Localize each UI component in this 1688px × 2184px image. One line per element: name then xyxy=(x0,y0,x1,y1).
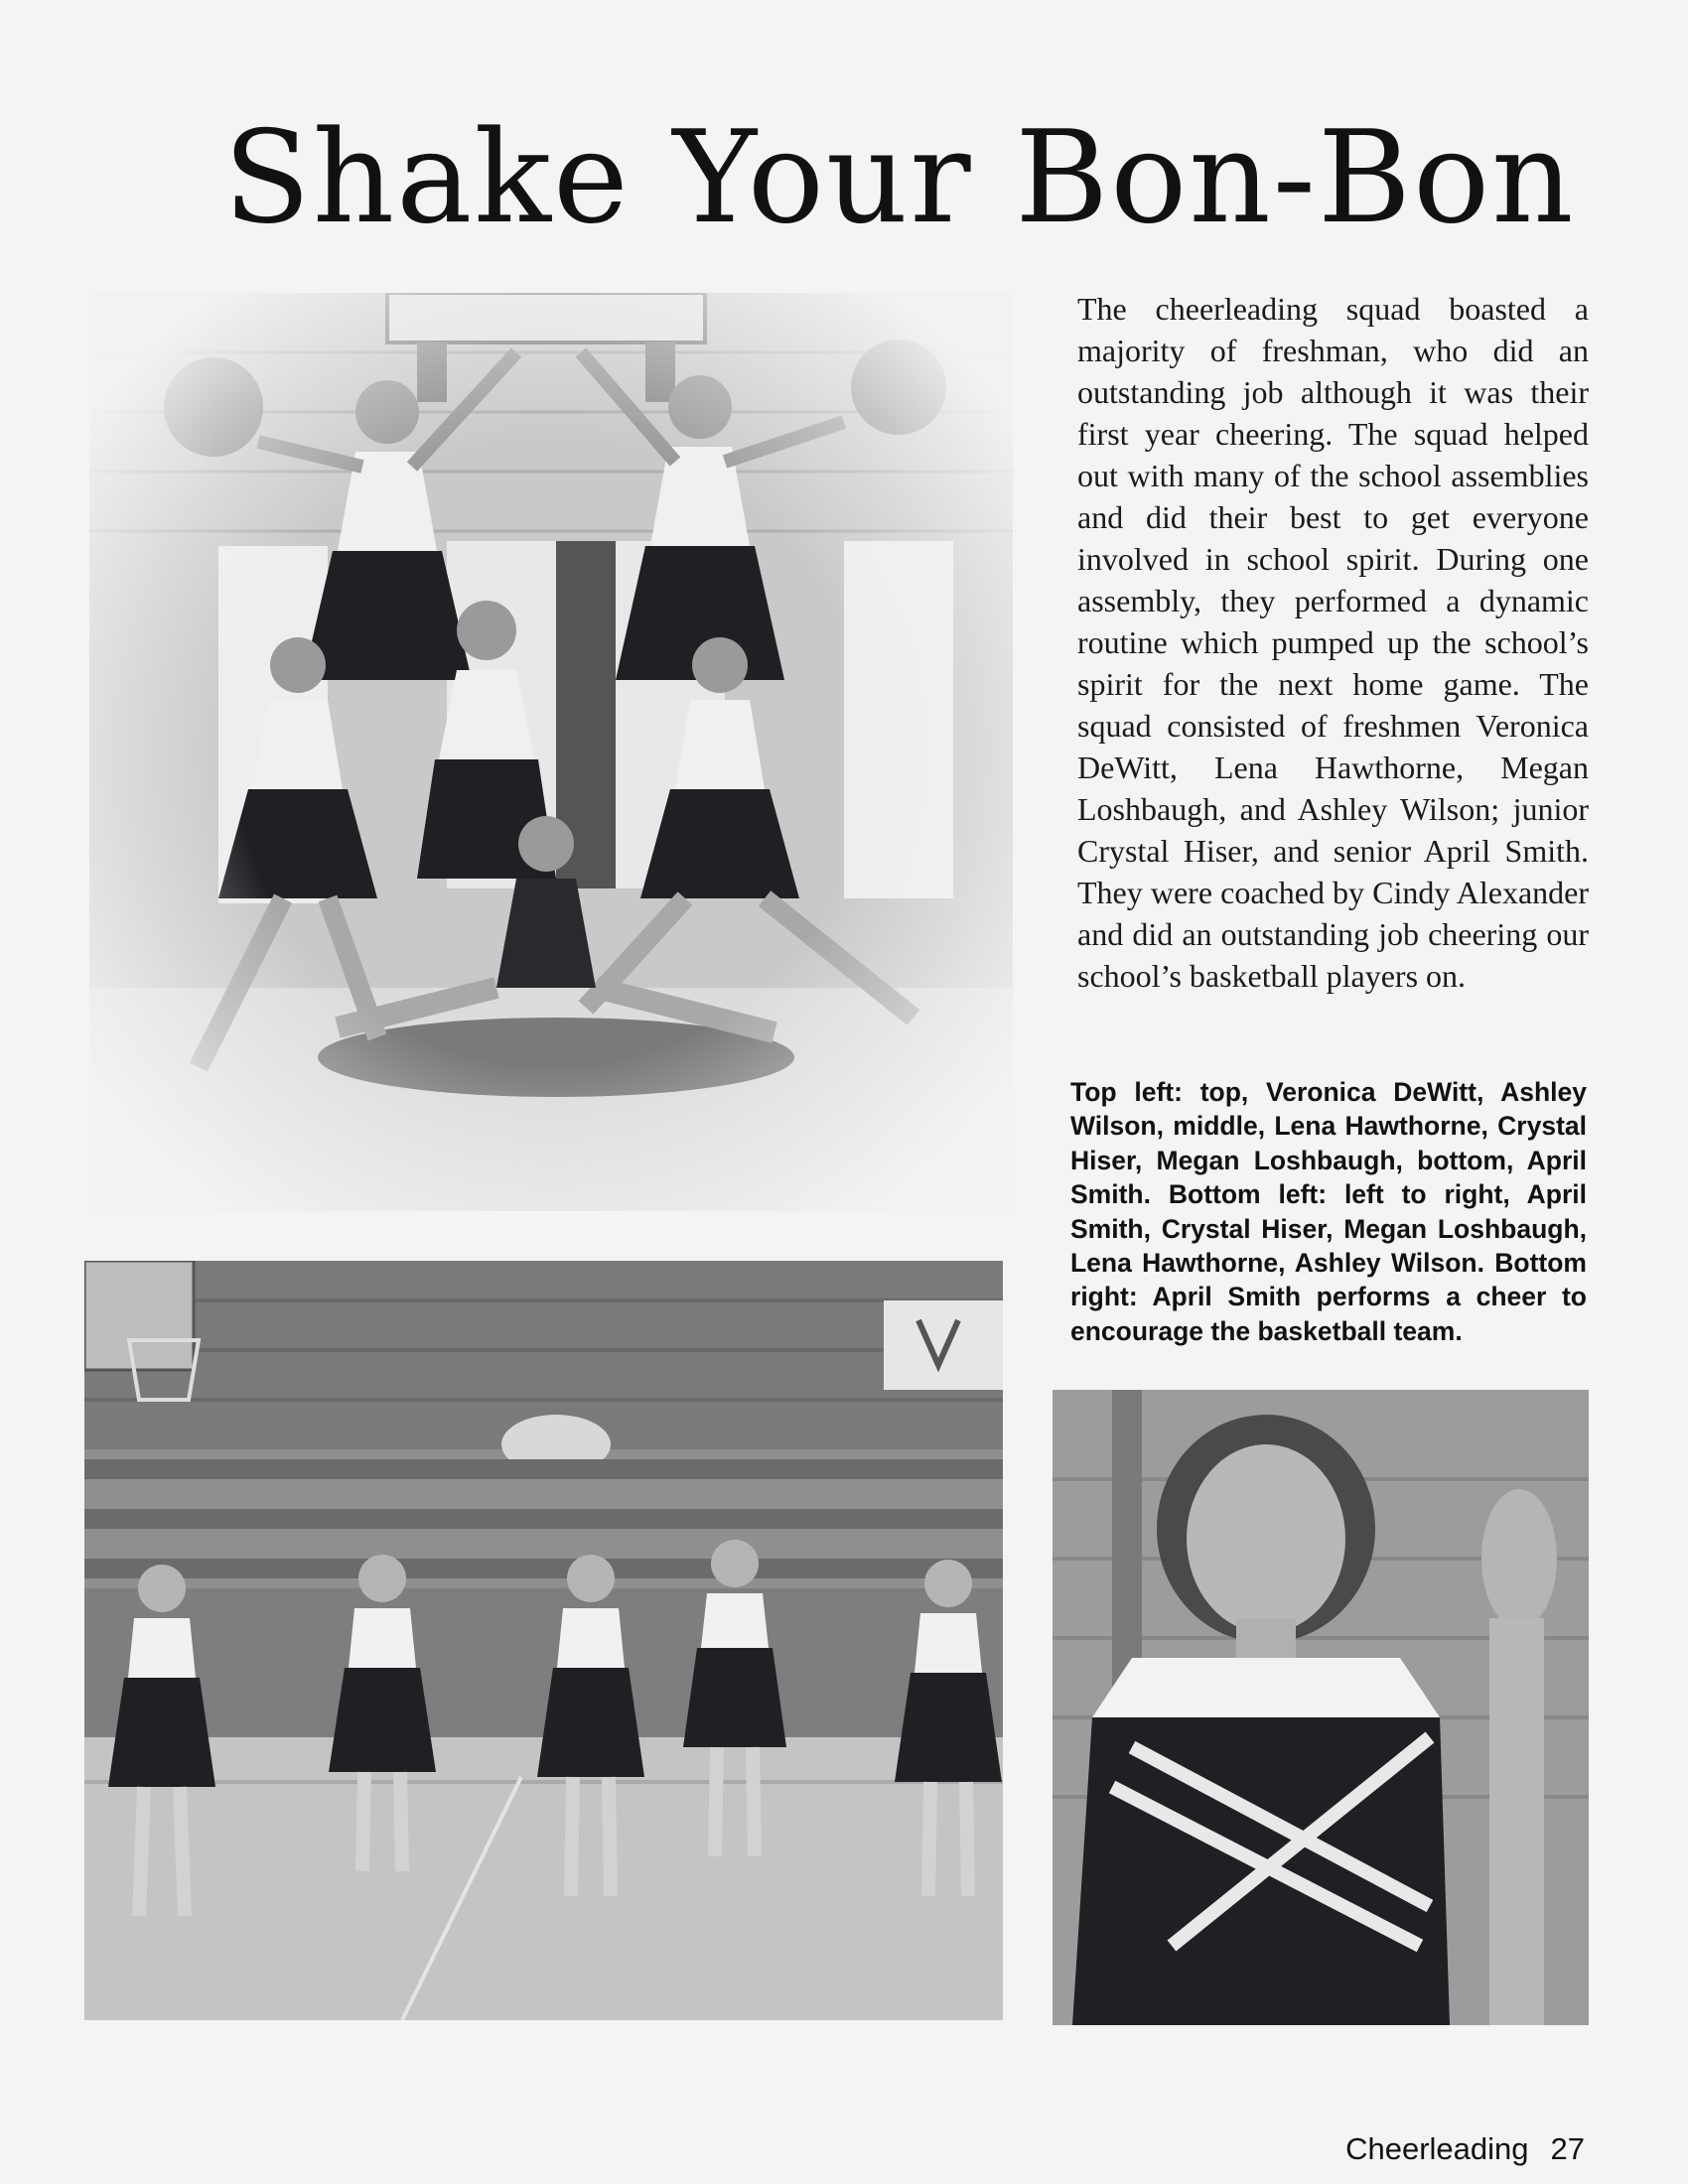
photo-pyramid xyxy=(89,293,1013,1211)
page-number: 27 xyxy=(1550,2131,1585,2166)
section-name: Cheerleading xyxy=(1345,2131,1529,2166)
photo-caption: Top left: top, Veronica DeWitt, Ashley Wilson, middle, Lena Hawthorne, Crystal Hiser, Megan Loshbaugh, bottom, April Smith. Bottom left: left to right, April Smith, Crystal Hiser, Megan Loshbaugh, Lena Hawthorne, Ashley Wilson. Bottom right: April Smith performs a cheer to encourage the basketball team. xyxy=(1070,1077,1587,1346)
page-footer xyxy=(1345,2131,1585,2167)
article-body: The cheerleading squad boasted a majority of freshman, who did an outstanding job although it was their first year cheering. The squad helped out with many of the school assemblies and did their best to get everyone involved in school spirit. During one assembly, they performed a dynamic routine which pumped up the school’s spirit for the next home game. The squad consisted of freshmen Veronica DeWitt, Lena Hawthorne, Megan Loshbaugh, and Ashley Wilson; junior Crystal Hiser, and senior April Smith. They were coached by Cindy Alexander and did an outstanding job cheering our school’s basketball players on. xyxy=(1077,291,1589,994)
photo-line-up xyxy=(84,1261,1003,2020)
page-title: Shake Your Bon-Bon xyxy=(223,104,1576,252)
photo-close-up xyxy=(1053,1390,1589,2025)
